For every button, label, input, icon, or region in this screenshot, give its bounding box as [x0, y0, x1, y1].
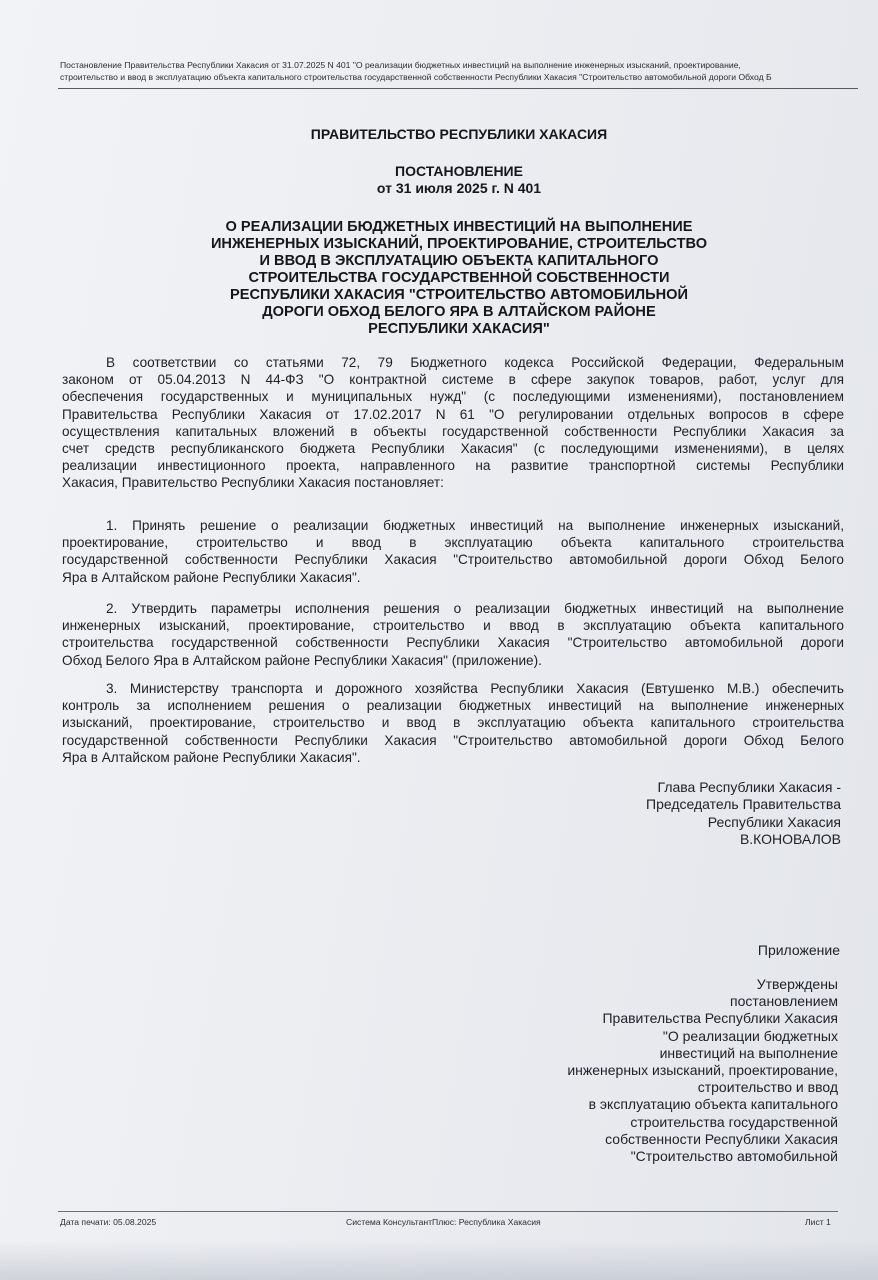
paragraph-line: строительства государственной собственности Республики Хакасия "Строительство автомобильной дороги [62, 635, 844, 651]
authority-heading: ПРАВИТЕЛЬСТВО РЕСПУБЛИКИ ХАКАСИЯ [310, 126, 608, 142]
approval-line: постановлением [730, 993, 838, 1010]
footer-sheet-number: Лист 1 [805, 1217, 831, 1227]
clause-3 [62, 680, 844, 766]
paragraph-line: контроль за исполнением решения о реализации бюджетных инвестиций на выполнение инженерных [62, 698, 844, 714]
footer-divider [58, 1211, 838, 1212]
paragraph-line: Обход Белого Яра в Алтайском районе Республики Хакасия" (приложение). [62, 652, 542, 668]
running-header-line-2: строительство и ввод в эксплуатацию объекта капитального строительства государственной собственности Республики Хакасия "Строительство автомобильной дороги Обход Б [60, 72, 772, 82]
paragraph-line: осуществления капитальных вложений в объекты государственной собственности Республики Хакасия за [62, 423, 844, 439]
header-divider [58, 88, 858, 89]
title-line: РЕСПУБЛИКИ ХАКАСИЯ" [368, 321, 550, 337]
paragraph-line: В соответствии со статьями 72, 79 Бюджетного кодекса Российской Федерации, Федеральным [106, 355, 844, 370]
approval-line: "Строительство автомобильной [630, 1148, 838, 1165]
title-line: ДОРОГИ ОБХОД БЕЛОГО ЯРА В АЛТАЙСКОМ РАЙОНЕ [262, 304, 656, 320]
paragraph-line: Правительства Республики Хакасия от 17.02.2017 N 61 "О регулировании отдельных вопросов в сфере [62, 406, 844, 422]
title-line: ИНЖЕНЕРНЫХ ИЗЫСКАНИЙ, ПРОЕКТИРОВАНИЕ, СТРОИТЕЛЬСТВО [210, 236, 708, 252]
page-shadow [0, 1240, 878, 1280]
clause-1 [62, 517, 844, 586]
title-line: О РЕАЛИЗАЦИИ БЮДЖЕТНЫХ ИНВЕСТИЦИЙ НА ВЫПОЛНЕНИЕ [225, 219, 693, 235]
paragraph-line: обеспечения государственных и муниципальных нужд" (с последующими изменениями), постановлением [62, 389, 844, 405]
paragraph-line: государственной собственности Республики Хакасия "Строительство автомобильной дороги Обход Белого [62, 552, 844, 568]
approval-line: "О реализации бюджетных [662, 1027, 838, 1044]
paragraph-line: инженерных изысканий, проектирование, строительство и ввод в эксплуатацию объекта капитального [62, 618, 844, 634]
approval-line: собственности Республики Хакасия [605, 1130, 838, 1147]
approval-line: Утверждены [756, 976, 838, 992]
preamble-paragraph [62, 354, 844, 492]
approval-line: инвестиций на выполнение [659, 1044, 838, 1061]
paragraph-line: Хакасия, Правительство Республики Хакасия постановляет: [62, 475, 444, 491]
appendix-label: Приложение [757, 942, 840, 958]
signature-line: Республики Хакасия [707, 813, 841, 830]
paragraph-line: государственной собственности Республики Хакасия "Строительство автомобильной дороги Обход Белого [62, 732, 844, 748]
paragraph-line: счет средств республиканского бюджета Республики Хакасия" (с последующими изменениями), в целях [62, 441, 844, 457]
signatory-name: В.КОНОВАЛОВ [739, 831, 841, 848]
approval-line: строительства государственной [630, 1113, 838, 1130]
title-line: И ВВОД В ЭКСПЛУАТАЦИЮ ОБЪЕКТА КАПИТАЛЬНОГО [259, 253, 659, 269]
title-line: РЕСПУБЛИКИ ХАКАСИЯ "СТРОИТЕЛЬСТВО АВТОМОБИЛЬНОЙ [230, 287, 688, 303]
document-date-number: от 31 июля 2025 г. N 401 [376, 180, 542, 196]
approval-line: инженерных изысканий, проектирование, [567, 1062, 838, 1079]
title-line: СТРОИТЕЛЬСТВА ГОСУДАРСТВЕННОЙ СОБСТВЕННОСТИ [248, 270, 670, 286]
paragraph-line: Яра в Алтайском районе Республики Хакасия". [62, 569, 361, 585]
signature-block [541, 779, 841, 849]
paragraph-line: изысканий, проектирование, строительство и ввод в эксплуатацию объекта капитального строительства [62, 715, 844, 731]
approval-line: Правительства Республики Хакасия [602, 1010, 838, 1027]
footer-print-date: Дата печати: 05.08.2025 [60, 1217, 157, 1227]
paragraph-line: законом от 05.04.2013 N 44-ФЗ "О контрактной системе в сфере закупок товаров, работ, услуг для [62, 372, 844, 388]
paragraph-line: реализации инвестиционного проекта, направленного на развитие транспортной системы Республики [62, 458, 844, 474]
paragraph-line: 1. Принять решение о реализации бюджетных инвестиций на выполнение инженерных изысканий, [106, 518, 844, 533]
paragraph-line: 2. Утвердить параметры исполнения решения о реализации бюджетных инвестиций на выполнение [106, 601, 844, 616]
footer-system: Система КонсультантПлюс: Республика Хакасия [346, 1217, 541, 1227]
approval-line: в эксплуатацию объекта капитального [588, 1096, 838, 1113]
appendix-approval-block [518, 976, 838, 1165]
signature-line: Глава Республики Хакасия - [657, 779, 841, 795]
signature-line: Председатель Правительства [646, 796, 841, 813]
clause-2 [62, 600, 844, 669]
paragraph-line: 3. Министерству транспорта и дорожного хозяйства Республики Хакасия (Евтушенко М.В.) обеспечить [106, 681, 844, 696]
paragraph-line: Яра в Алтайском районе Республики Хакасия". [62, 749, 361, 765]
running-header-line-1: Постановление Правительства Республики Хакасия от 31.07.2025 N 401 "О реализации бюджетных инвестиций на выполнение инженерных изысканий, проектирование, [60, 60, 741, 70]
paragraph-line: проектирование, строительство и ввод в эксплуатацию объекта капитального строительства [62, 535, 844, 551]
document-type: ПОСТАНОВЛЕНИЕ [395, 163, 523, 179]
document-title [0, 219, 878, 338]
approval-line: строительство и ввод [697, 1079, 838, 1096]
